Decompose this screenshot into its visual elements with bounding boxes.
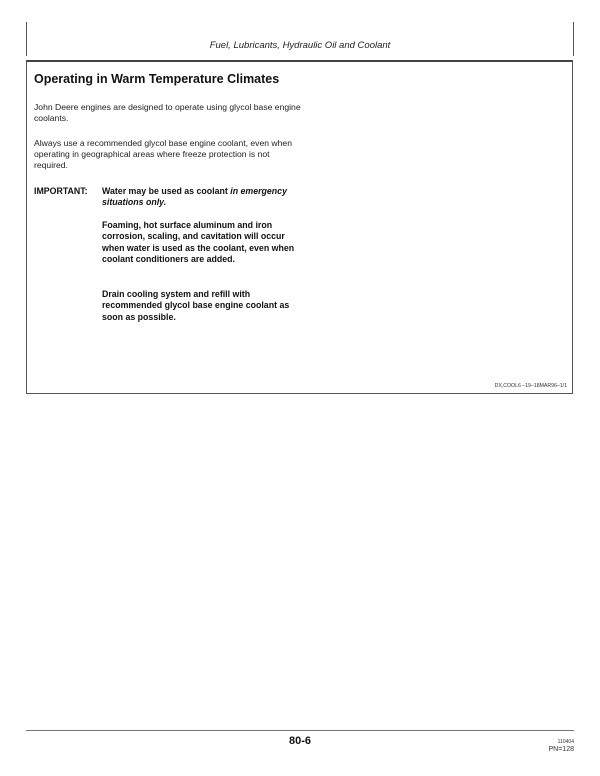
important-emergency-emphasis: in emergency situations only. [102,186,287,208]
footer-pn: PN=128 [548,746,574,753]
section-box [26,60,573,394]
important-label: IMPORTANT: [34,186,88,196]
section-title: Operating in Warm Temperature Climates [34,72,280,86]
important-drain-note: Drain cooling system and refill with recommended glycol base engine coolant as soon as possible. [102,289,290,322]
important-corrosion-note: Foaming, hot surface aluminum and iron corrosion, scaling, and cavitation will occur when water is used as the coolant, even when coolant conditioners are added. [102,220,295,264]
footer-rule [26,730,574,731]
paragraph-glycol-design: John Deere engines are designed to operate using glycol base engine coolants. [34,102,301,123]
reference-code: DX,COOL6 –19–18MAR96–1/1 [494,383,567,389]
page-number: 80-6 [288,735,312,747]
running-head: Fuel, Lubricants, Hydraulic Oil and Coolant [209,40,391,51]
important-water-text: Water may be used as coolant [102,186,231,196]
important-water-note [102,186,302,209]
footer-date-code: 110404 [557,739,574,745]
paragraph-recommended-coolant: Always use a recommended glycol base engine coolant, even when operating in geographical areas where freeze protection is not required. [34,138,292,170]
